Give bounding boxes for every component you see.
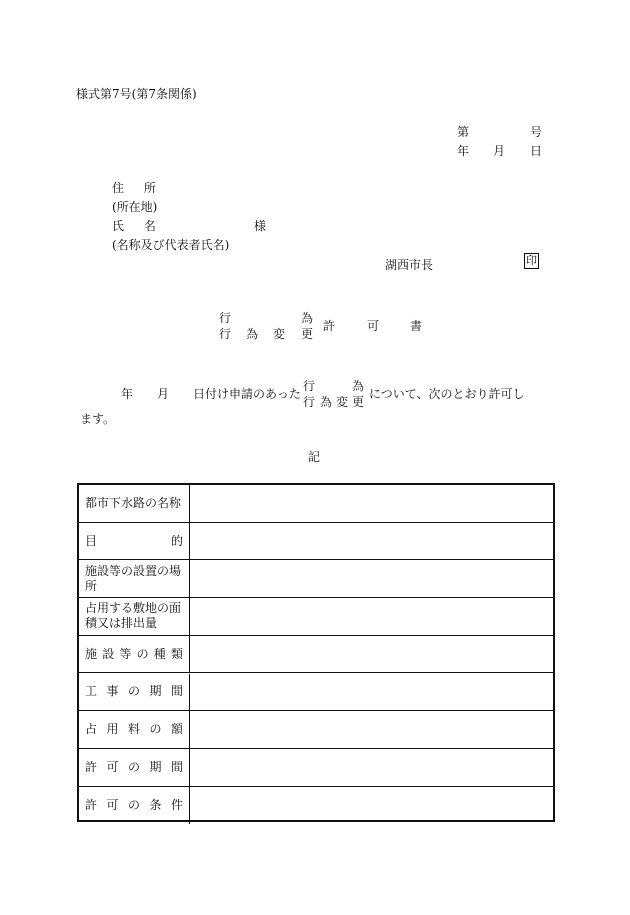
table-row: [79, 674, 553, 712]
body-char: 行: [303, 395, 316, 409]
row-value: [190, 749, 553, 786]
table-row: [79, 711, 553, 749]
row-label-char: 件: [170, 797, 183, 812]
row-label-char: 可: [106, 759, 119, 774]
row-label-char: 間: [170, 684, 183, 699]
body-char: 行: [303, 379, 316, 393]
form-number-label: 様式第7号(第7条関係): [76, 87, 197, 101]
row-label: [79, 749, 190, 786]
title-char: 変: [273, 327, 286, 341]
row-value: [190, 674, 553, 711]
row-label-char: 占: [85, 722, 98, 737]
table-row: [79, 598, 553, 636]
row-label-char: 種: [153, 646, 166, 661]
table-row: [79, 560, 553, 598]
row-label-char: 可: [106, 797, 119, 812]
ki-heading: 記: [308, 450, 321, 464]
table-row: [79, 485, 553, 523]
date-day: 日: [530, 144, 543, 158]
seal-stamp: 印: [526, 254, 537, 267]
row-label-text: 占用する敷地の面積又は排出量: [85, 601, 182, 631]
row-value: [190, 787, 553, 825]
row-label-char: 設: [102, 646, 115, 661]
table-row: [79, 787, 553, 825]
row-label-char: の: [136, 646, 149, 661]
row-value: [190, 598, 553, 635]
title-char: 許: [323, 319, 336, 333]
table-row: [79, 749, 553, 787]
row-label-char: 許: [85, 759, 98, 774]
body-char: 為: [352, 379, 365, 393]
date-month: 月: [493, 144, 506, 158]
body-tail: について、次のとおり許可し: [369, 387, 525, 401]
row-label: [79, 485, 190, 522]
row-label-char: 類: [170, 646, 183, 661]
row-value: [190, 560, 553, 597]
row-value: [190, 485, 553, 522]
row-label-char: の: [149, 722, 162, 737]
row-label-char: の: [127, 797, 140, 812]
table-row: [79, 523, 553, 561]
row-label: [79, 598, 190, 635]
title-char: 可: [367, 319, 380, 333]
title-char: 書: [410, 319, 423, 333]
row-label-text: 施設等の設置の場所: [85, 563, 182, 593]
row-label: [79, 787, 190, 825]
body-char: 為: [320, 395, 333, 409]
body-end: ます。: [80, 412, 116, 426]
row-label: [79, 636, 190, 673]
row-label-char: 事: [106, 684, 119, 699]
row-label-char: 施: [85, 646, 98, 661]
row-label-char: 間: [170, 759, 183, 774]
date-year: 年: [457, 144, 470, 158]
row-label: [79, 560, 190, 597]
row-value: [190, 523, 553, 560]
issuer-mayor: 湖西市長: [385, 258, 434, 272]
body-month: 月: [157, 387, 170, 401]
address-label: 住 所: [112, 181, 164, 195]
location-label: (所在地): [112, 200, 158, 214]
row-label: [79, 674, 190, 711]
row-value: [190, 636, 553, 673]
body-char: 更: [352, 395, 365, 409]
body-char: 変: [336, 395, 349, 409]
title-char: 為: [246, 327, 259, 341]
row-value: [190, 711, 553, 748]
row-label-char: 期: [149, 684, 162, 699]
row-label-char: 許: [85, 797, 98, 812]
title-char: 行: [219, 311, 232, 325]
representative-label: (名称及び代表者氏名): [112, 238, 230, 252]
row-label-char: 等: [119, 646, 132, 661]
row-label-char: の: [127, 759, 140, 774]
row-label-char: 用: [106, 722, 119, 737]
row-label: [79, 711, 190, 748]
body-year: 年: [121, 387, 134, 401]
row-label-char: 工: [85, 684, 98, 699]
number-suffix: 号: [530, 125, 543, 139]
title-char: 更: [301, 327, 314, 341]
number-prefix: 第: [457, 125, 470, 139]
table-row: [79, 636, 553, 674]
honorific-sama: 様: [254, 219, 267, 233]
row-label-char: の: [127, 684, 140, 699]
title-char: 為: [301, 311, 314, 325]
row-label-text: 都市下水路の名称: [85, 495, 182, 510]
row-label: [79, 523, 190, 560]
row-label-char: 額: [170, 722, 183, 737]
row-label-char: 条: [149, 797, 162, 812]
row-label-char: 期: [149, 759, 162, 774]
body-text: 日付け申請のあった: [193, 387, 301, 401]
name-label: 氏 名: [112, 219, 164, 233]
row-label-char: 料: [127, 722, 140, 737]
row-label-char: 的: [170, 533, 183, 548]
title-char: 行: [219, 327, 232, 341]
permit-details-table: [77, 483, 555, 822]
row-label-char: 目: [85, 533, 98, 548]
